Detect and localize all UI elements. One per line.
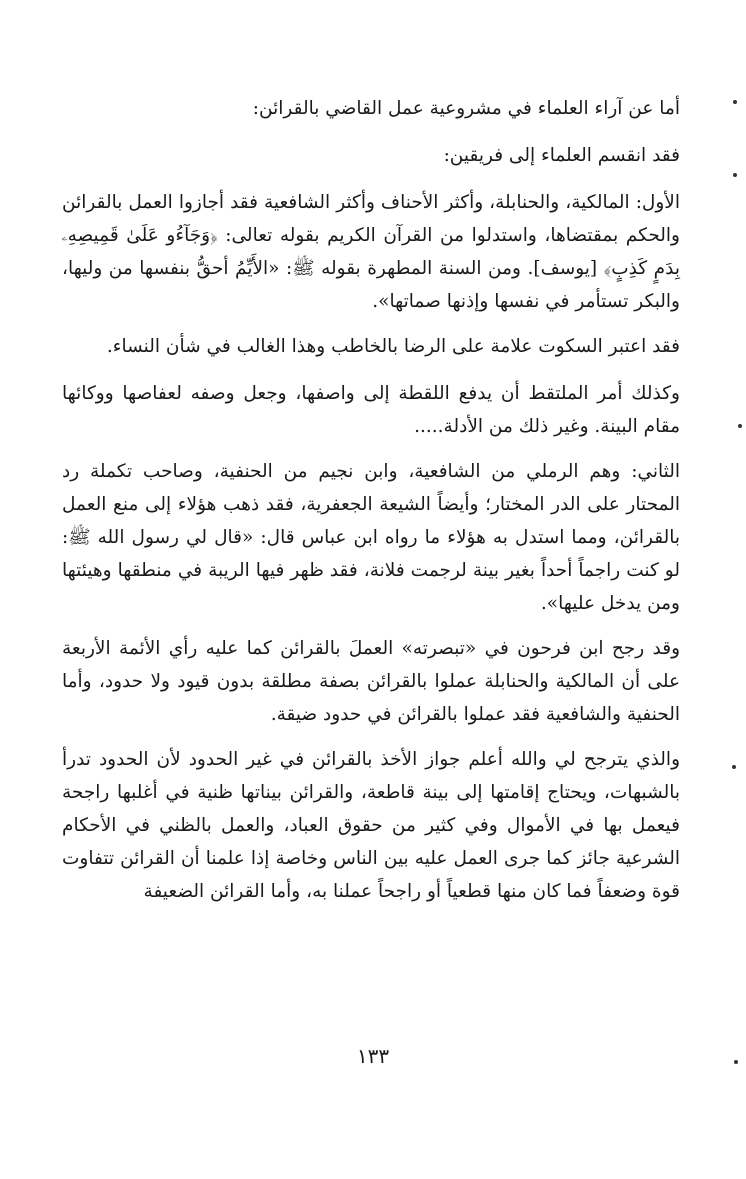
margin-mark [734, 1060, 738, 1064]
paragraph-second-group: الثاني: وهم الرملي من الشافعية، وابن نجيم من الحنفية، وصاحب تكملة رد المحتار على الدر المختار؛ وأيضاً الشيعة الجعفرية، فقد ذهب هؤلاء إلى منع العمل بالقرائن، ومما استدل به هؤلاء ما رواه ابن عباس قال: «قال لي رسول الله ﷺ: لو كنت راجماً أحداً بغير بينة لرجمت فلانة، فقد ظهر فيها الريبة في منطقها وهيئتها ومن يدخل عليها». [62, 461, 680, 614]
margin-mark [732, 765, 736, 769]
page-number: ١٣٣ [356, 1044, 390, 1068]
paragraph-division: فقد انقسم العلماء إلى فريقين: [443, 145, 680, 166]
paragraph-author-opinion: والذي يترجح لي والله أعلم جواز الأخذ بالقرائن في غير الحدود لأن الحدود تدرأ بالشبهات، ويحتاج إقامتها إلى بينة قاطعة، والقرائن بيناتها ظنية في أغلبها راجحة فيعمل بها في الأموال وفي كثير من حقوق العباد، والعمل بالظني في الأحكام الشرعية جائز كما جرى العمل عليه بين الناس وخاصة إذا علمنا أن القرائن تتفاوت قوة وضعفاً فما كان منها قطعياً أو راجحاً عملنا به، وأما القرائن الضعيفة [62, 749, 680, 902]
margin-mark [733, 100, 737, 104]
body-text [62, 92, 680, 920]
paragraph-first-group: الأول: المالكية، والحنابلة، وأكثر الأحناف وأكثر الشافعية فقد أجازوا العمل بالقرائن والحكم بمقتضاها، واستدلوا من القرآن الكريم بقوله تعالى: ﴿وَجَآءُو عَلَىٰ قَمِيصِهِۦ بِدَمٍ كَذِبٍ﴾ [يوسف]. ومن السنة المطهرة بقوله ﷺ: «الأَيِّمُ أحقُّ بنفسها من وليها، والبكر تستأمر في نفسها وإذنها صماتها». [62, 192, 680, 312]
paragraph-silence: فقد اعتبر السكوت علامة على الرضا بالخاطب وهذا الغالب في شأن النساء. [106, 336, 680, 357]
paragraph-ibn-farhun: وقد رجح ابن فرحون في «تبصرته» العملَ بالقرائن كما عليه رأي الأئمة الأربعة على أن المالكية والحنابلة عملوا بالقرائن بصفة مطلقة بدون قيود ولا حدود، وأما الحنفية والشافعية فقد عملوا بالقرائن في حدود ضيقة. [62, 638, 680, 725]
paragraph-intro: أما عن آراء العلماء في مشروعية عمل القاضي بالقرائن: [252, 98, 680, 119]
margin-mark [738, 424, 742, 428]
margin-mark [733, 173, 737, 177]
paragraph-lost-item: وكذلك أمر الملتقط أن يدفع اللقطة إلى واصفها، وجعل وصفه لعفاصها ووكائها مقام البينة. وغير ذلك من الأدلة..... [62, 383, 680, 437]
